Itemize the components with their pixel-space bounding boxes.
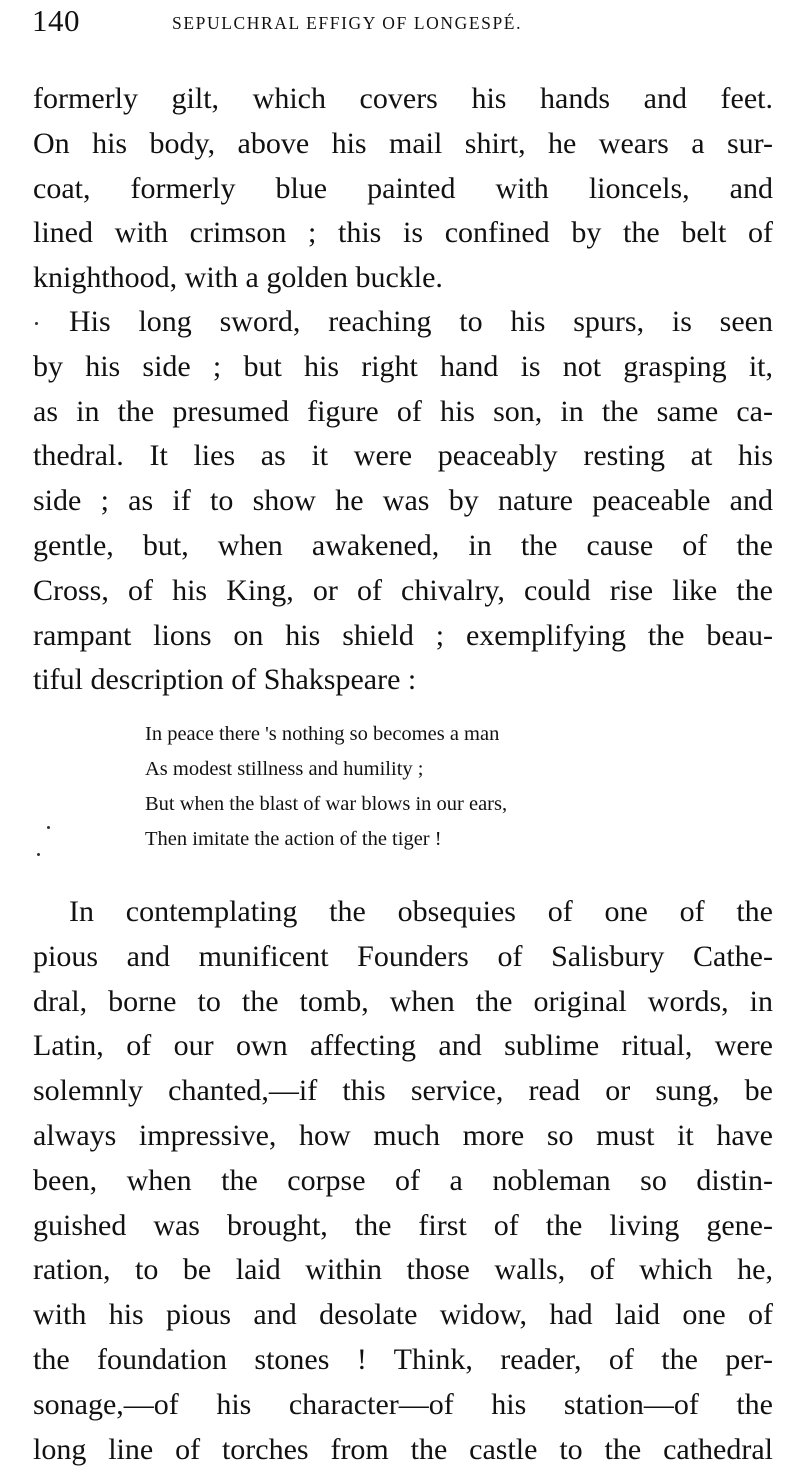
text-line: Latin, of our own affecting and sublime ritual, were [33, 1029, 773, 1063]
text-line: side ; as if to show he was by nature peaceable and [33, 484, 773, 518]
quotation-line: But when the blast of war blows in our ears, [145, 793, 508, 815]
running-title: SEPULCHRAL EFFIGY OF LONGESPÉ. [172, 13, 523, 33]
text-line: knighthood, with a golden buckle. [33, 261, 443, 295]
text-line: Cross, of his King, or of chivalry, could rise like the [33, 573, 773, 607]
quotation-line: As modest stillness and humility ; [145, 758, 424, 780]
page-number: 140 [32, 3, 80, 38]
text-line: solemnly chanted,—if this service, read or sung, be [33, 1074, 773, 1108]
text-line: On his body, above his mail shirt, he wears a sur- [33, 126, 773, 160]
text-line: always impressive, how much more so must it have [33, 1118, 773, 1152]
text-line: lined with crimson ; this is confined by the belt of [33, 216, 773, 250]
text-line: dral, borne to the tomb, when the original words, in [33, 984, 773, 1018]
text-line: pious and munificent Founders of Salisbury Cathe- [33, 939, 773, 973]
text-line: formerly gilt, which covers his hands and feet. [33, 82, 773, 115]
paragraph-sword [33, 300, 773, 703]
text-line: gentle, but, when awakened, in the cause of the [33, 528, 773, 562]
text-line: the foundation stones ! Think, reader, of the per- [33, 1342, 773, 1376]
text-line: coat, formerly blue painted with lioncels, and [33, 171, 773, 205]
print-speck [37, 853, 40, 856]
text-line: sonage,—of his character—of his station—of the [33, 1387, 773, 1421]
quotation-line: In peace there 's nothing so becomes a man [145, 723, 500, 745]
text-line: In contemplating the obsequies of one of the [69, 895, 773, 928]
running-head [32, 2, 772, 40]
text-line: guished was brought, the first of the living gene- [33, 1208, 773, 1242]
paragraph-obsequies [33, 890, 773, 1472]
shakespeare-quotation [145, 717, 685, 857]
text-line: thedral. It lies as it were peaceably resting at his [33, 439, 773, 473]
text-line: tiful description of Shakspeare : [33, 663, 417, 697]
print-speck [35, 322, 38, 325]
paragraph-continuation [33, 77, 773, 301]
print-speck [47, 826, 50, 829]
text-line: His long sword, reaching to his spurs, is seen [69, 305, 773, 338]
text-line: been, when the corpse of a nobleman so distin- [33, 1163, 773, 1197]
text-line: rampant lions on his shield ; exemplifying the beau- [33, 618, 773, 652]
text-line: as in the presumed figure of his son, in the same ca- [33, 394, 773, 428]
text-line: ration, to be laid within those walls, of which he, [33, 1253, 773, 1287]
text-line: by his side ; but his right hand is not grasping it, [33, 349, 773, 383]
text-line: long line of torches from the castle to the cathedral [33, 1432, 773, 1466]
text-line: with his pious and desolate widow, had laid one of [33, 1298, 773, 1332]
quotation-line: Then imitate the action of the tiger ! [145, 828, 442, 850]
